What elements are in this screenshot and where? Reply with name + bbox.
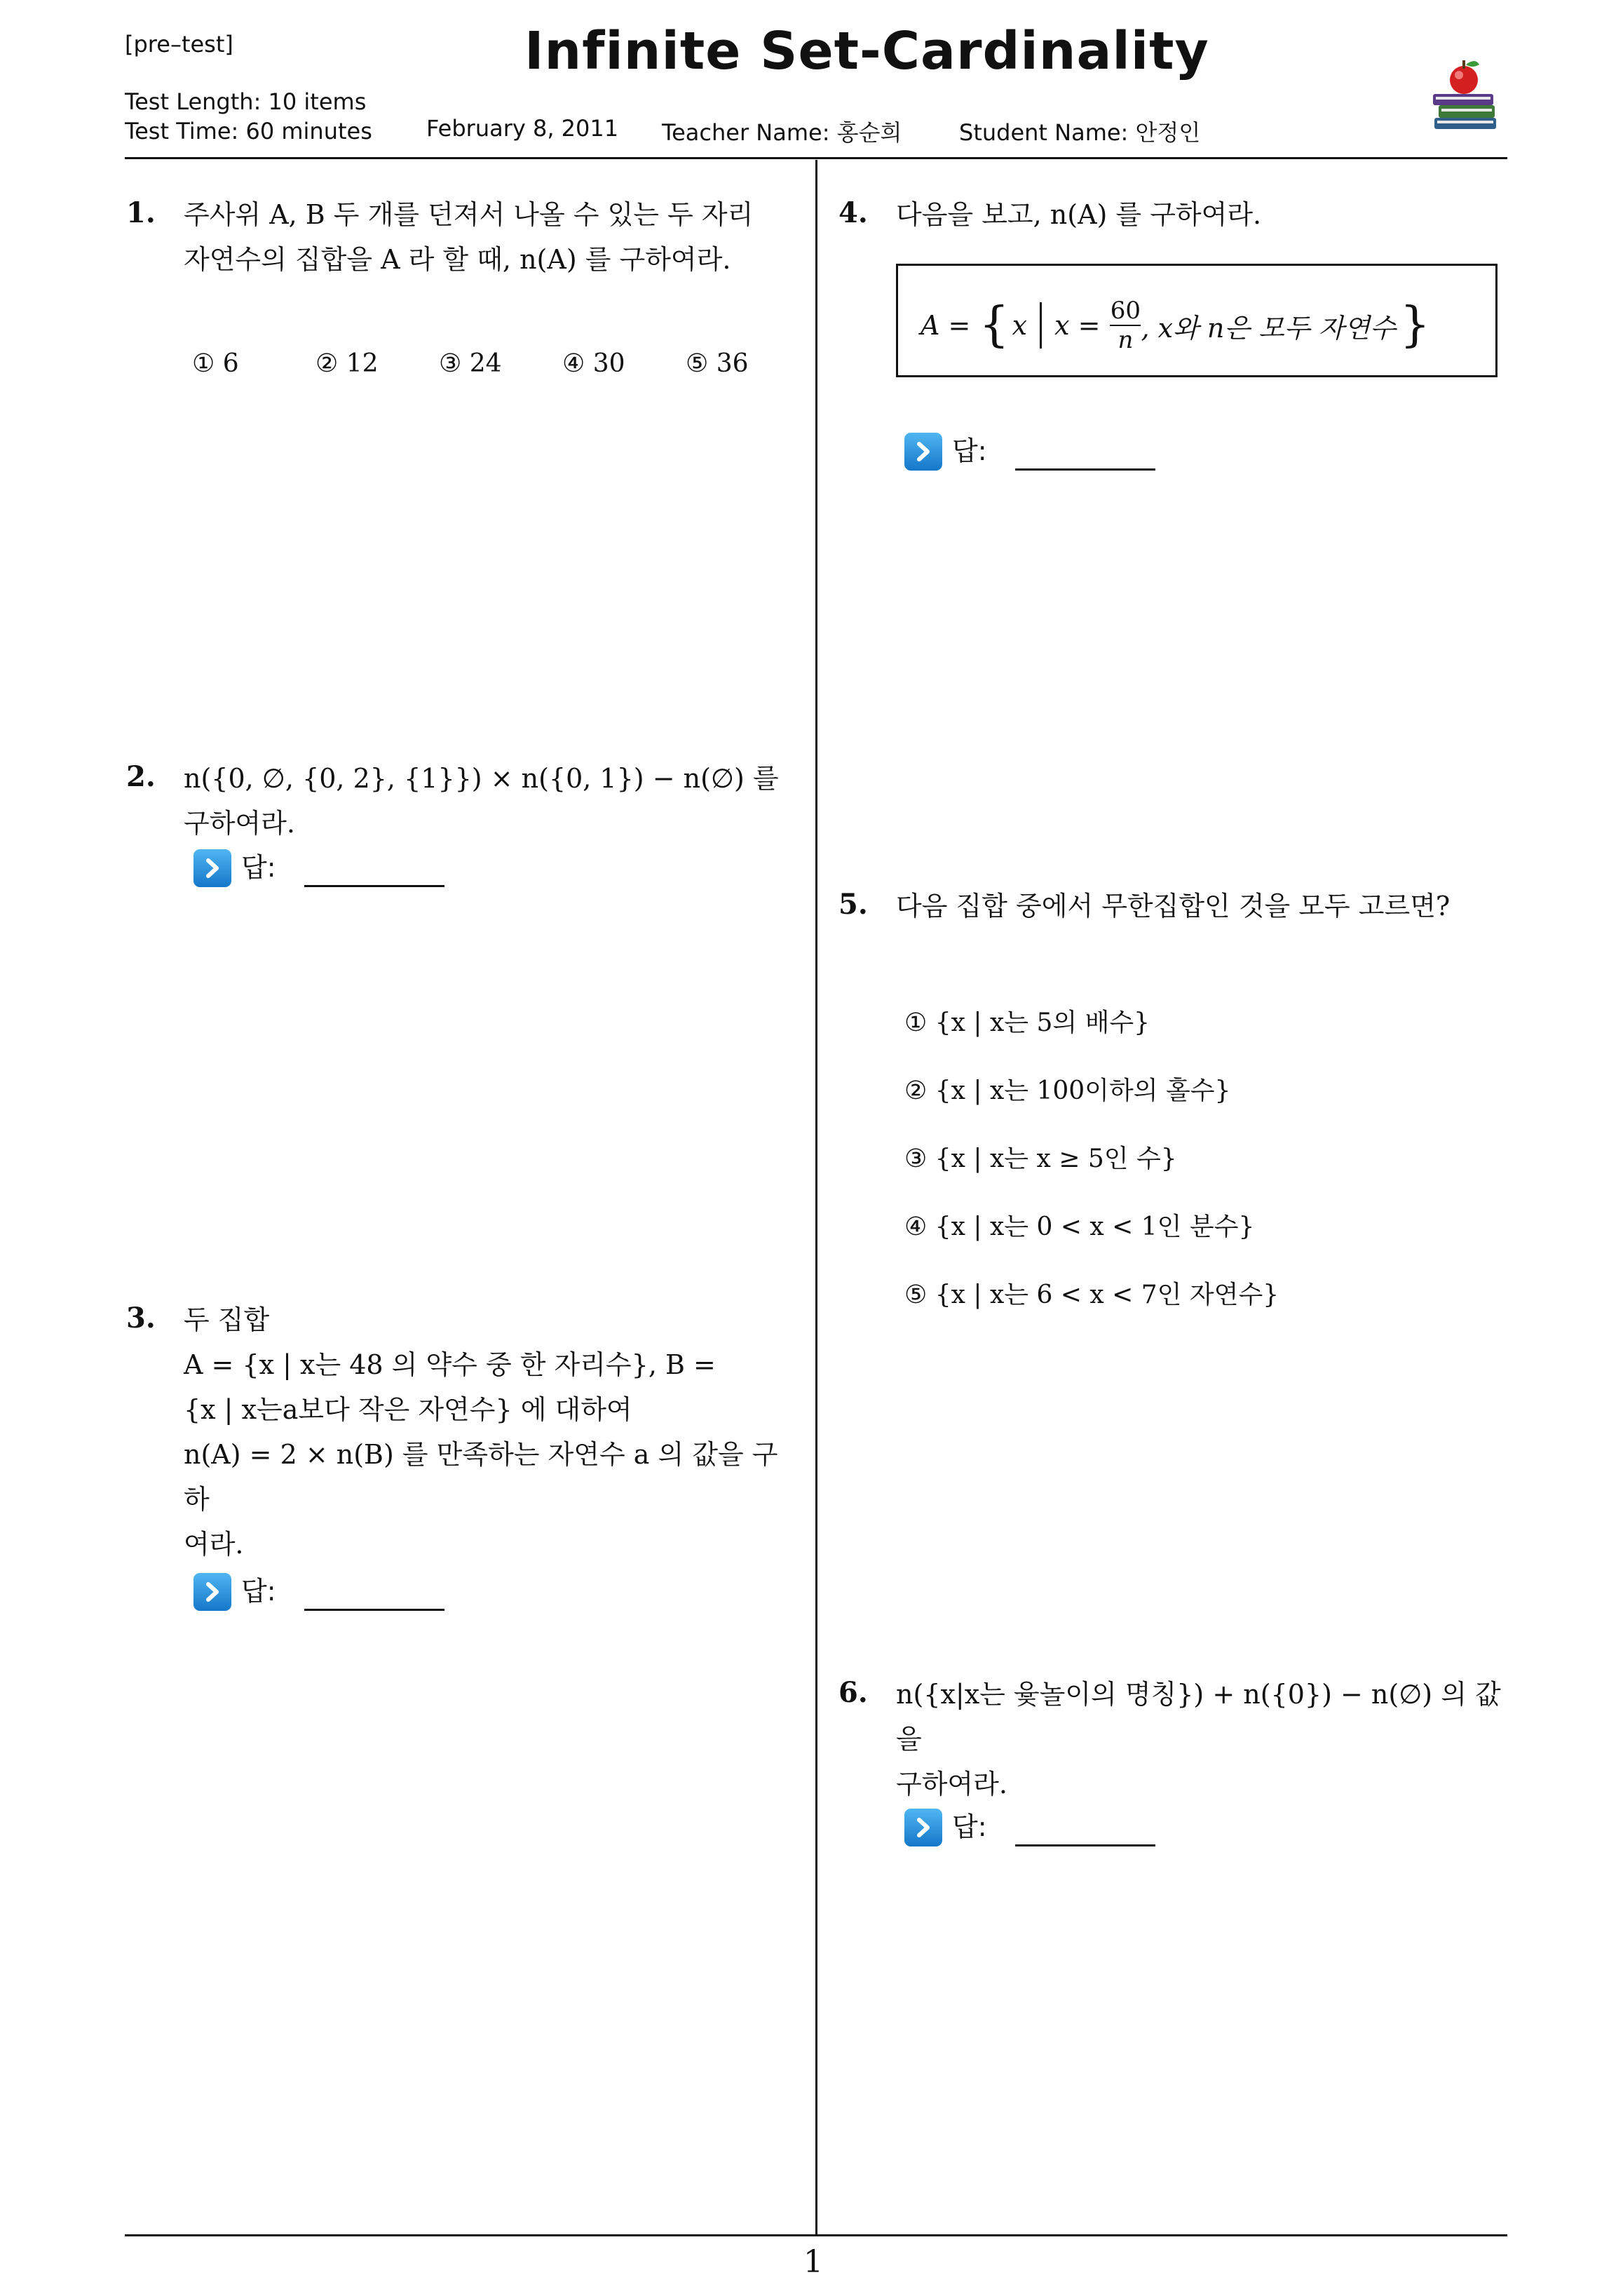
q5-choice-5[interactable]: ⑤ {x | x는 6 < x < 7인 자연수} — [904, 1281, 1279, 1309]
question-3-line-5: 여라. — [184, 1529, 244, 1560]
q5-choice-3[interactable]: ③ {x | x는 x ≥ 5인 수} — [904, 1144, 1177, 1173]
answer-arrow-icon — [904, 1809, 942, 1846]
test-date: February 8, 2011 — [426, 115, 619, 142]
test-time: Test Time: 60 minutes — [125, 118, 372, 144]
q1-choice-1[interactable]: ① 6 — [192, 349, 239, 378]
answer-label: 답: — [241, 1576, 276, 1607]
question-6-line-1: n({x|x는 윷놀이의 명칭}) + n({0}) − n(∅) 의 값을 — [896, 1679, 1501, 1755]
question-4-text: 다음을 보고, n(A) 를 구하여라. — [896, 199, 1262, 230]
question-3-line-4: n(A) = 2 × n(B) 를 만족하는 자연수 a 의 값을 구하 — [184, 1439, 778, 1515]
question-1-line-2: 자연수의 집합을 A 라 할 때, n(A) 를 구하여라. — [184, 244, 731, 275]
answer-arrow-icon — [193, 1573, 231, 1611]
set-var: x — [1012, 310, 1028, 341]
question-2-text: n({0, ∅, {0, 2}, {1}}) × n({0, 1}) − n(∅) 를 구하여라. — [184, 763, 779, 839]
question-2-number: 2. — [126, 760, 156, 793]
question-6-line-2: 구하여라. — [896, 1769, 1007, 1799]
question-3-number: 3. — [126, 1302, 156, 1335]
question-3-line-3: {x | x는a보다 작은 자연수} 에 대하여 — [184, 1394, 632, 1425]
fraction-denominator: n — [1118, 326, 1134, 354]
set-definition-box — [896, 264, 1498, 377]
apple-on-books-icon — [1429, 53, 1506, 137]
q5-choice-2[interactable]: ② {x | x는 100이하의 홀수} — [904, 1076, 1231, 1105]
answer-arrow-icon — [904, 433, 942, 471]
page-number: 1 — [803, 2244, 823, 2280]
set-definition — [921, 297, 1430, 354]
test-length: Test Length: 10 items — [125, 88, 367, 115]
teacher-name: Teacher Name: 홍순희 — [662, 119, 902, 146]
answer-blank[interactable] — [304, 1609, 444, 1611]
set-condition: , x와 n은 모두 자연수 — [1141, 312, 1396, 344]
question-4-answer — [904, 429, 1155, 471]
question-2-answer — [193, 846, 444, 887]
question-1-text — [184, 192, 801, 282]
answer-blank[interactable] — [1015, 468, 1155, 471]
answer-label: 답: — [952, 435, 987, 466]
pretest-tag: [pre–test] — [125, 31, 233, 58]
question-6-answer — [904, 1805, 1155, 1846]
question-3-line-1: 두 집합 — [184, 1304, 270, 1335]
question-3-text — [184, 1297, 801, 1567]
question-6-text — [896, 1672, 1513, 1807]
footer-rule — [125, 2234, 1507, 2236]
fraction — [1110, 297, 1141, 354]
answer-label: 답: — [952, 1811, 987, 1842]
answer-blank[interactable] — [304, 885, 444, 887]
question-1-choices — [192, 349, 770, 378]
q1-choice-3[interactable]: ③ 24 — [439, 349, 502, 378]
set-eq: x = — [1054, 310, 1101, 341]
page-title: Infinite Set-Cardinality — [524, 21, 1209, 81]
header-rule — [125, 157, 1507, 159]
question-4-number: 4. — [838, 196, 868, 229]
question-5-choices — [904, 989, 1279, 1329]
question-5-text: 다음 집합 중에서 무한집합인 것을 모두 고르면? — [896, 891, 1451, 921]
q1-choice-5[interactable]: ⑤ 36 — [686, 349, 749, 378]
question-3-answer — [193, 1569, 444, 1611]
q1-choice-2[interactable]: ② 12 — [315, 349, 379, 378]
right-brace: } — [1399, 297, 1430, 353]
question-5-number: 5. — [838, 888, 868, 921]
q5-choice-4[interactable]: ④ {x | x는 0 < x < 1인 분수} — [904, 1213, 1255, 1241]
question-1-number: 1. — [126, 196, 156, 229]
column-divider — [815, 160, 817, 2234]
q5-choice-1[interactable]: ① {x | x는 5의 배수} — [904, 1008, 1150, 1037]
fraction-numerator: 60 — [1110, 297, 1141, 325]
question-1-line-1: 주사위 A, B 두 개를 던져서 나올 수 있는 두 자리 — [184, 199, 754, 230]
question-6-number: 6. — [838, 1676, 868, 1709]
question-3-line-2: A = {x | x는 48 의 약수 중 한 자리수}, B = — [184, 1349, 716, 1380]
answer-arrow-icon — [193, 849, 231, 887]
set-lhs: A = — [921, 310, 971, 341]
set-bar — [1040, 302, 1042, 349]
left-brace: { — [979, 297, 1010, 353]
student-name: Student Name: 안정인 — [959, 119, 1201, 146]
answer-blank[interactable] — [1015, 1844, 1155, 1846]
answer-label: 답: — [241, 852, 276, 883]
q1-choice-4[interactable]: ④ 30 — [562, 349, 625, 378]
